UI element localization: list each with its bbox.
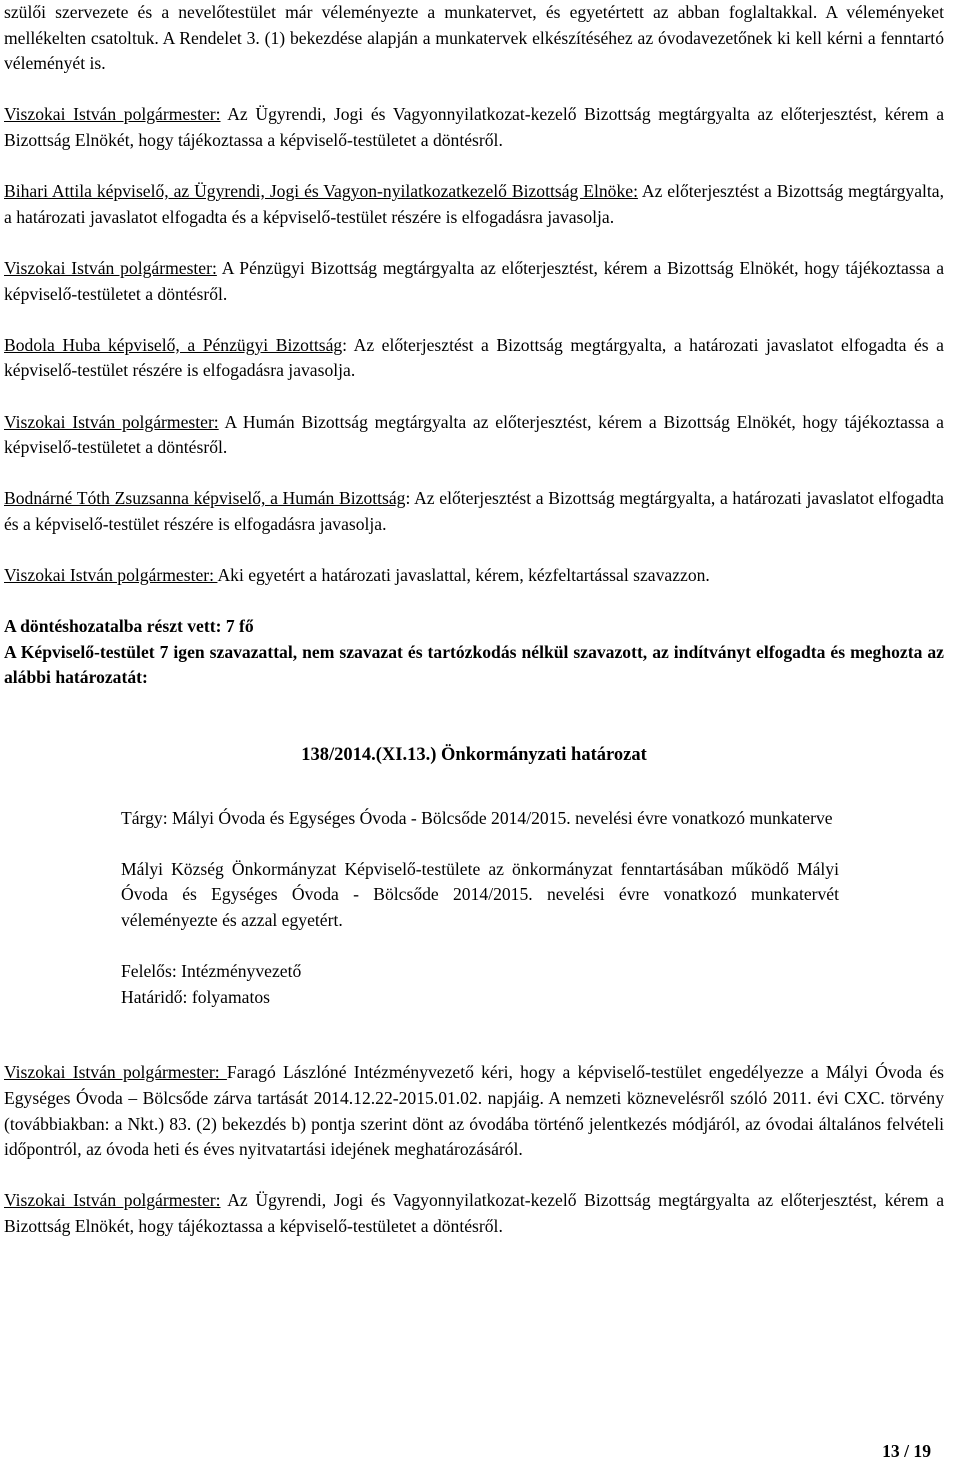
vote-result: A Képviselő-testület 7 igen szavazattal, nem szavazat és tartózkodás nélkül szavazott, az indítványt elfogadta és meghozta az alábbi határozatát: [4,641,944,688]
speaker-label: Viszokai István polgármester: [4,1190,221,1211]
paragraph-text: Faragó Lászlóné Intézményvezető kéri, hogy a képviselő-testület engedélyezze a Mályi Óvoda és Egységes Óvoda – Bölcsőde zárva tartását 2014.12.22-2015.01.02. napjáig. A nemzeti köznevelésről szóló 2011. évi CXC. törvény (továbbiakban: a Nkt.) 83. (2) bekezdés b) pontja szerint dönt az óvodába történő jelentkezés módjáról, az óvodai általános felvételi időpontról, az óvoda heti és éves nyitvatartási idejének meghatározásáról. [4,1062,944,1160]
speaker-label: Viszokai István polgármester: [4,411,219,432]
speaker-label: Viszokai István polgármester: [4,104,221,125]
speaker-label: Bodola Huba képviselő, a Pénzügyi Bizottság [4,334,343,355]
paragraph-text: A Humán Bizottság megtárgyalta az előterjesztést, kérem a Bizottság Elnökét, hogy tájékoztassa a képviselő-testületet a döntésről. [4,411,944,458]
paragraph-text: Az Ügyrendi, Jogi és Vagyonnyilatkozat-kezelő Bizottság megtárgyalta az előterjesztést, kérem a Bizottság Elnökét, hogy tájékoztassa a képviselő-testületet a döntésről. [4,1190,944,1236]
top-paragraph: szülői szervezete és a nevelőtestület már véleményezte a munkatervet, és egyetértett az abban foglaltakkal. A véleményeket mellékelten csatoltuk. A Rendelet 3. (1) bekezdése alapján a munkatervek elkészítéséhez az óvodavezetőnek ki kell kérni a fenntartó véleményét is. [4,2,944,74]
decision-responsible: Felelős: Intézményvezető [121,961,302,982]
paragraph-mayor-1 [4,102,944,153]
speaker-label: Viszokai István polgármester: [4,565,218,586]
paragraph-text: Az Ügyrendi, Jogi és Vagyonnyilatkozat-kezelő Bizottság megtárgyalta az előterjesztést, kérem a Bizottság Elnökét, hogy tájékoztassa a képviselő-testületet a döntésről. [4,104,944,150]
decision-block [121,806,839,1011]
speaker-label: Bodnárné Tóth Zsuzsanna képviselő, a Humán Bizottság [4,488,406,509]
speaker-label: Bihari Attila képviselő, az Ügyrendi, Jogi és Vagyon-nyilatkozatkezelő Bizottság Elnöke: [4,181,638,202]
paragraph-mayor-3 [4,410,944,461]
paragraph-bodnarne [4,486,944,537]
decision-deadline: Határidő: folyamatos [121,986,271,1007]
vote-participants: A döntéshozatalba részt vett: 7 fő [4,616,254,637]
paragraph-text: A Pénzügyi Bizottság megtárgyalta az előterjesztést, kérem a Bizottság Elnökét, hogy tájékoztassa a képviselő-testületet a döntésről. [4,257,944,304]
decision-title: 138/2014.(XI.13.) Önkormányzati határozat [301,745,647,766]
paragraph-mayor-4 [4,1188,944,1239]
paragraph-text: : Az előterjesztést a Bizottság megtárgyalta, a határozati javaslatot elfogadta és a képviselő-testület részére is elfogadásra javasolja. [4,334,944,381]
page-number: 13 / 19 [882,1441,931,1461]
speaker-label: Viszokai István polgármester: [4,1062,227,1083]
paragraph-mayor-closure [4,1060,944,1162]
decision-subject: Tárgy: Mályi Óvoda és Egységes Óvoda - Bölcsőde 2014/2015. nevelési évre vonatkozó munkaterve [121,807,833,828]
document-page [4,0,944,1240]
paragraph-text: : Az előterjesztést a Bizottság megtárgyalta, a határozati javaslatot elfogadta és a képviselő-testület részére is elfogadásra javasolja. [4,488,944,534]
paragraph-bodola [4,333,944,384]
paragraph-mayor-vote-call [4,563,944,589]
paragraph-mayor-2 [4,256,944,307]
speaker-label: Viszokai István polgármester: [4,257,217,278]
decision-body: Mályi Község Önkormányzat Képviselő-testülete az önkormányzat fenntartásában működő Mályi Óvoda és Egységes Óvoda - Bölcsőde 2014/2015. nevelési évre vonatkozó munkatervét véleményezte és azzal egyetért. [121,858,839,930]
paragraph-text: Aki egyetért a határozati javaslattal, kérem, kézfeltartással szavazzon. [217,565,710,586]
paragraph-bihari [4,179,944,230]
paragraph-text: Az előterjesztést a Bizottság megtárgyalta, a határozati javaslatot elfogadta és a képviselő-testület részére is elfogadásra javasolja. [4,181,944,227]
